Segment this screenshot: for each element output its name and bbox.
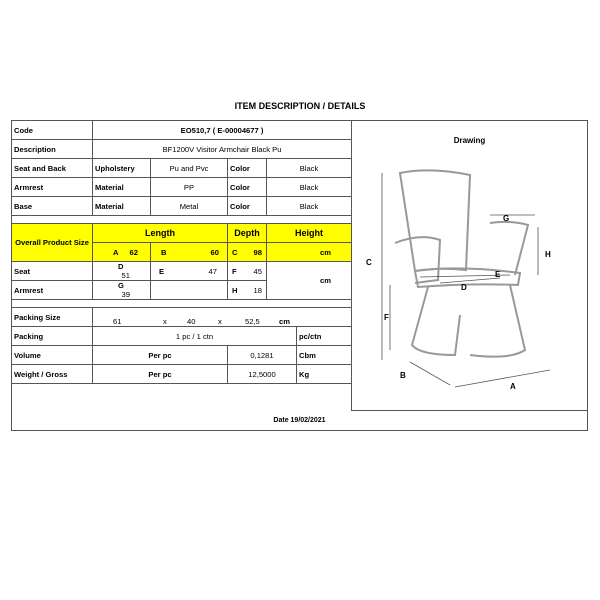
component-part: Seat and Back	[12, 159, 93, 178]
letter-a: A	[510, 382, 516, 391]
spacer	[12, 300, 352, 308]
right-sled-base	[470, 285, 525, 357]
description-label: Description	[12, 140, 93, 159]
weight-label: Weight / Gross	[12, 365, 93, 384]
weight-value: 12,5000	[228, 365, 297, 384]
letter-h: H	[545, 250, 551, 259]
armrest-dims-h: H 18	[228, 281, 267, 300]
weight-row	[12, 365, 352, 384]
seat-dims-f: F 45	[228, 262, 267, 281]
overall-size-label: Overall Product Size	[12, 224, 93, 262]
armrest-blank	[151, 281, 228, 300]
volume-unit: Cbm	[297, 346, 352, 365]
left-sled-base	[412, 287, 460, 355]
size-header-row	[12, 224, 352, 243]
packing-row	[12, 327, 352, 346]
component-attr1: Material	[93, 178, 151, 197]
component-val2: Black	[267, 178, 352, 197]
dims-unit: cm	[267, 262, 352, 300]
weight-per: Per pc	[93, 365, 228, 384]
component-val1: Metal	[151, 197, 228, 216]
component-attr1: Material	[93, 197, 151, 216]
seat-row	[12, 262, 352, 281]
dim-a-letter: A 62	[93, 243, 151, 262]
component-part: Armrest	[12, 178, 93, 197]
packing-size-values: 61 x 40 x 52,5 cm	[93, 308, 352, 327]
code-row	[12, 121, 352, 140]
left-armrest	[395, 237, 440, 283]
overall-unit: cm	[267, 243, 352, 262]
length-header: Length	[93, 224, 228, 243]
volume-row	[12, 346, 352, 365]
component-row	[12, 178, 352, 197]
letter-d: D	[461, 283, 467, 292]
dim-b-letter: B 60	[151, 243, 228, 262]
depth-header: Depth	[228, 224, 267, 243]
spacer	[12, 216, 352, 224]
chair-seat	[415, 268, 520, 287]
component-val1: PP	[151, 178, 228, 197]
volume-per: Per pc	[93, 346, 228, 365]
dimension-lines	[382, 173, 550, 387]
seat-dims-e: E 47	[151, 262, 228, 281]
packing-label: Packing	[12, 327, 93, 346]
chair-outline	[395, 170, 528, 356]
armrest-label: Armrest	[12, 281, 93, 300]
height-header: Height	[267, 224, 352, 243]
component-val2: Black	[267, 197, 352, 216]
code-label: Code	[12, 121, 93, 140]
packing-value: 1 pc / 1 ctn	[93, 327, 297, 346]
date-footer: Date 19/02/2021	[11, 411, 588, 431]
letter-b: B	[400, 371, 406, 380]
sheet-title: ITEM DESCRIPTION / DETAILS	[234, 101, 366, 111]
letter-g: G	[503, 214, 510, 223]
right-armrest	[490, 222, 528, 275]
armrest-dims-g: G 39	[93, 281, 151, 300]
chair-back	[400, 170, 470, 271]
seat-label: Seat	[12, 262, 93, 281]
letter-f: F	[384, 313, 389, 322]
volume-label: Volume	[12, 346, 93, 365]
spec-table	[11, 120, 352, 384]
volume-value: 0,1281	[228, 346, 297, 365]
drawing-title: Drawing	[453, 136, 486, 145]
component-attr2: Color	[228, 178, 267, 197]
description-value: BF1200V Visitor Armchair Black Pu	[93, 140, 352, 159]
component-attr2: Color	[228, 159, 267, 178]
packing-size-row	[12, 308, 352, 327]
chair-drawing	[360, 155, 575, 395]
component-part: Base	[12, 197, 93, 216]
component-val2: Black	[267, 159, 352, 178]
dim-c-letter: C 98	[228, 243, 267, 262]
weight-unit: Kg	[297, 365, 352, 384]
component-row	[12, 197, 352, 216]
letter-e: E	[495, 270, 501, 279]
component-row	[12, 159, 352, 178]
packing-unit: pc/ctn	[297, 327, 352, 346]
description-row	[12, 140, 352, 159]
component-attr1: Upholstery	[93, 159, 151, 178]
letter-c: C	[366, 258, 372, 267]
component-attr2: Color	[228, 197, 267, 216]
component-val1: Pu and Pvc	[151, 159, 228, 178]
code-value: EO510,7 ( E-00004677 )	[93, 121, 352, 140]
packing-size-label: Packing Size	[12, 308, 93, 327]
seat-dims-d: D 51	[93, 262, 151, 281]
